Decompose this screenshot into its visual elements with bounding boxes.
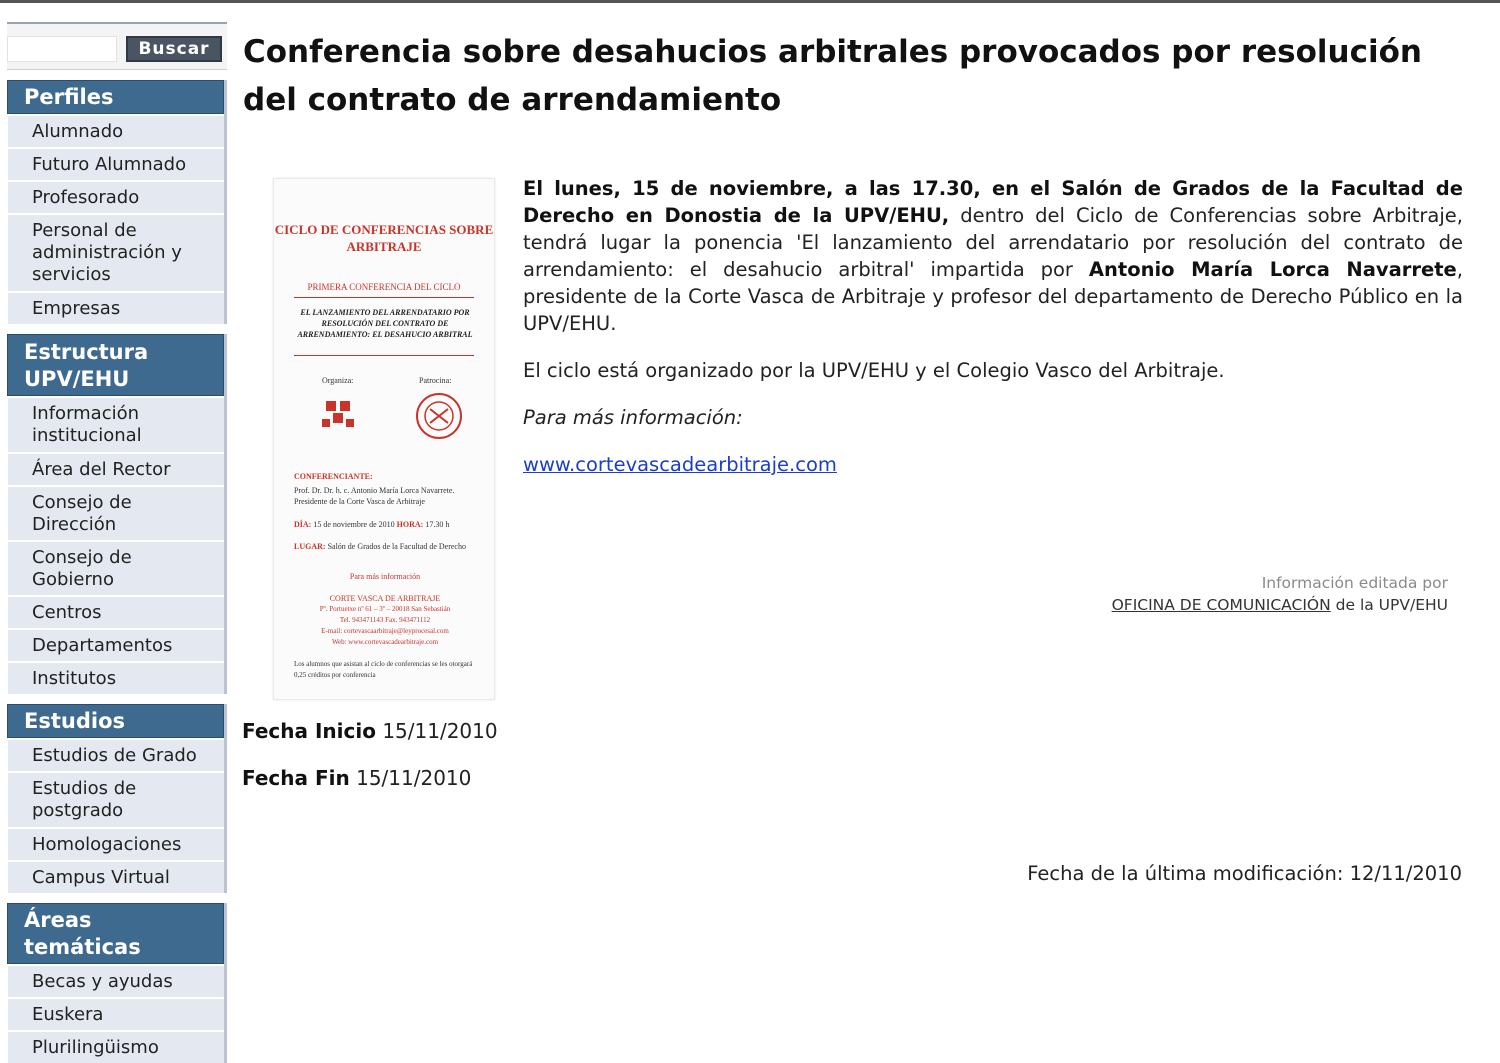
sidebar-item-pas[interactable]: Personal de administración y servicios bbox=[8, 213, 224, 291]
sidebar-heading-estudios: Estudios bbox=[7, 704, 224, 738]
poster-talk-title: EL LANZAMIENTO DEL ARRENDATARIO POR RESOLUCIÓN DEL CONTRATO DE ARRENDAMIENTO: EL DESAHUCIO ARBITRAL bbox=[297, 308, 473, 339]
sidebar-heading-line: Estructura bbox=[24, 340, 149, 364]
poster-title: CICLO DE CONFERENCIAS SOBRE ARBITRAJE bbox=[274, 222, 494, 254]
sidebar-item-plurilinguismo[interactable]: Plurilingüismo bbox=[8, 1030, 224, 1063]
article-paragraph-1 bbox=[523, 175, 1463, 337]
sidebar-section-estructura bbox=[7, 334, 227, 694]
info-office-line bbox=[1112, 594, 1448, 616]
last-modified-label: Fecha de la última modificación: bbox=[1027, 862, 1344, 885]
poster-lugar-label: LUGAR: bbox=[294, 542, 326, 551]
sidebar-item-departamentos[interactable]: Departamentos bbox=[8, 628, 224, 661]
end-date-label: Fecha Fin bbox=[242, 766, 350, 790]
poster-email: E-mail: cortevascaarbitraje@leyprocesal.com bbox=[321, 627, 449, 635]
start-date-label: Fecha Inicio bbox=[242, 719, 376, 743]
poster-lugar-line bbox=[294, 541, 476, 552]
poster-lugar: Salón de Grados de la Facultad de Derecho bbox=[327, 542, 466, 551]
poster-dia-line bbox=[294, 519, 476, 530]
poster-corte: CORTE VASCA DE ARBITRAJE bbox=[329, 594, 441, 603]
poster-address: Pº. Portuetxe nº 61 – 3º – 20018 San Sebastián bbox=[319, 605, 451, 613]
article-lead: El lunes, 15 de noviembre, a las 17.30, en el Salón de Grados de la Facultad de Derecho en Donostia de la UPV/EHU, bbox=[523, 177, 1463, 227]
sidebar-item-area-rector[interactable]: Área del Rector bbox=[8, 452, 224, 485]
poster-conferenciante-label: CONFERENCIANTE: bbox=[294, 472, 373, 481]
last-modified-value: 12/11/2010 bbox=[1349, 862, 1462, 885]
sidebar-item-empresas[interactable]: Empresas bbox=[8, 291, 224, 324]
article-text: , presidente de la Corte Vasca de Arbitraje y profesor del departamento de Derecho Público en la UPV/EHU. bbox=[523, 258, 1463, 335]
poster-tel: Tel. 943471143 Fax. 943471112 bbox=[339, 616, 431, 624]
more-info-line bbox=[523, 451, 1463, 478]
sidebar-section-areas bbox=[7, 903, 227, 1063]
sidebar-heading-areas: Áreas temáticas bbox=[7, 903, 224, 964]
upv-ehu-logo-icon bbox=[318, 397, 358, 435]
sidebar-heading-line: UPV/EHU bbox=[24, 367, 130, 391]
sidebar-section-estudios bbox=[7, 704, 227, 893]
sidebar-item-profesorado[interactable]: Profesorado bbox=[8, 180, 224, 213]
article-text: dentro del Ciclo de Conferencias sobre Arbitraje, tendrá lugar la ponencia 'El lanzamiento del arrendatario por resolución del contrato de arrendamiento: el desahucio arbitral' impartida por bbox=[523, 204, 1463, 281]
sidebar-item-becas[interactable]: Becas y ayudas bbox=[8, 964, 224, 997]
speaker-name: Antonio María Lorca Navarrete bbox=[1088, 258, 1457, 281]
corte-vasca-seal-icon bbox=[414, 391, 464, 441]
top-border bbox=[0, 0, 1500, 3]
poster-mas-info: Para más información bbox=[349, 572, 421, 581]
poster-patrocina: Patrocina: bbox=[419, 376, 452, 385]
office-suffix: de la UPV/EHU bbox=[1330, 596, 1448, 614]
office-link[interactable]: OFICINA DE COMUNICACIÓN bbox=[1111, 596, 1331, 614]
poster-hora: 17.30 h bbox=[425, 520, 450, 529]
more-info-label: Para más información: bbox=[523, 406, 743, 429]
poster-dia: 15 de noviembre de 2010 bbox=[313, 520, 395, 529]
sidebar-item-alumnado[interactable]: Alumnado bbox=[8, 114, 224, 147]
search-bar bbox=[7, 22, 227, 70]
sidebar-item-consejo-direccion[interactable]: Consejo de Dirección bbox=[8, 485, 224, 540]
poster-organiza: Organiza: bbox=[322, 376, 354, 385]
info-edited-by bbox=[1112, 572, 1448, 616]
last-modified bbox=[1027, 862, 1462, 885]
search-input[interactable] bbox=[7, 36, 117, 62]
start-date-row bbox=[242, 719, 498, 743]
poster-hora-label: HORA: bbox=[396, 520, 424, 529]
start-date-value: 15/11/2010 bbox=[382, 719, 498, 743]
sidebar-section-perfiles bbox=[7, 80, 227, 324]
sidebar-item-campus-virtual[interactable]: Campus Virtual bbox=[8, 860, 224, 893]
poster-subtitle: PRIMERA CONFERENCIA DEL CICLO bbox=[307, 282, 461, 292]
poster-rule bbox=[294, 297, 474, 298]
article-body bbox=[523, 175, 1463, 478]
end-date-value: 15/11/2010 bbox=[356, 766, 472, 790]
page-title: Conferencia sobre desahucios arbitrales provocados por resolución del contrato de arrendamiento bbox=[243, 34, 1422, 118]
sidebar-item-euskera[interactable]: Euskera bbox=[8, 997, 224, 1030]
end-date-row bbox=[242, 766, 471, 790]
poster-conferenciante: Prof. Dr. Dr. h. c. Antonio María Lorca Navarrete. Presidente de la Corte Vasca de Arbitraje bbox=[294, 486, 455, 506]
info-edited-label: Información editada por bbox=[1261, 574, 1448, 592]
sidebar-heading-perfiles: Perfiles bbox=[7, 80, 224, 114]
sidebar-item-homologaciones[interactable]: Homologaciones bbox=[8, 827, 224, 860]
poster-dia-label: DÍA: bbox=[294, 520, 312, 529]
article-paragraph-2: El ciclo está organizado por la UPV/EHU y el Colegio Vasco del Arbitraje. bbox=[523, 359, 1225, 382]
search-button[interactable]: Buscar bbox=[126, 36, 222, 62]
poster-rule bbox=[294, 355, 474, 356]
sidebar-item-centros[interactable]: Centros bbox=[8, 595, 224, 628]
sidebar bbox=[7, 22, 227, 1063]
sidebar-item-consejo-gobierno[interactable]: Consejo de Gobierno bbox=[8, 540, 224, 595]
sidebar-item-estudios-postgrado[interactable]: Estudios de postgrado bbox=[8, 771, 224, 827]
sidebar-item-informacion-institucional[interactable]: Información institucional bbox=[8, 396, 224, 452]
conference-poster bbox=[273, 178, 495, 700]
sidebar-heading-estructura bbox=[7, 334, 224, 396]
sidebar-item-estudios-grado[interactable]: Estudios de Grado bbox=[8, 738, 224, 771]
poster-web: Web: www.cortevascadearbitraje.com bbox=[331, 638, 439, 646]
more-info-link[interactable]: www.cortevascadearbitraje.com bbox=[523, 453, 837, 476]
sidebar-item-institutos[interactable]: Institutos bbox=[8, 661, 224, 694]
poster-note: Los alumnos que asistan al ciclo de conferencias se les otorgará 0,25 créditos por conferencia bbox=[294, 660, 473, 679]
sidebar-item-futuro-alumnado[interactable]: Futuro Alumnado bbox=[8, 147, 224, 180]
